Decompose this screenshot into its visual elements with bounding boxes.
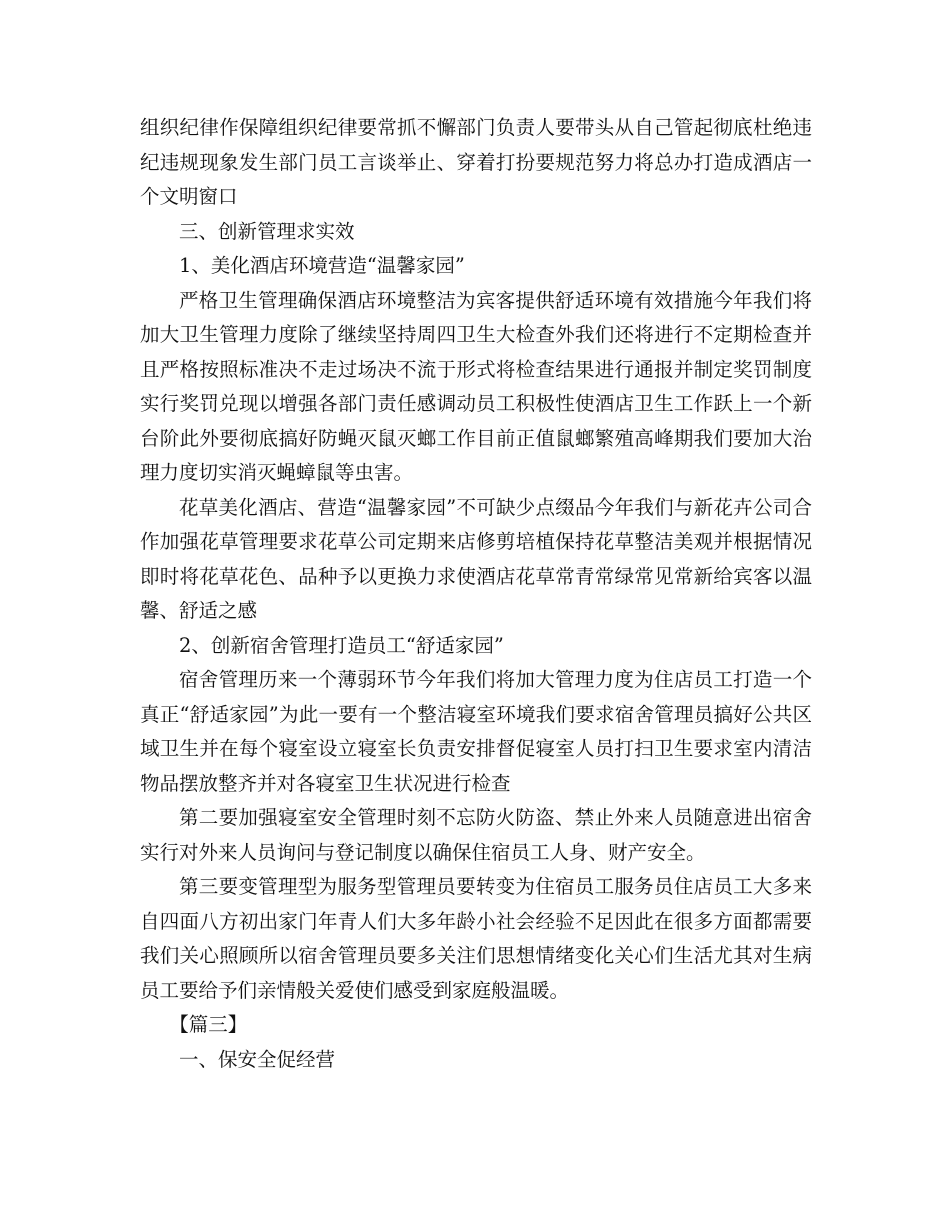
paragraph-hygiene: 严格卫生管理确保酒店环境整洁为宾客提供舒适环境有效措施今年我们将加大卫生管理力度除了继续坚持周四卫生大检查外我们还将进行不定期检查并且严格按照标准决不走过场决不流于形式将检查结果进行通报并制定奖罚制度实行奖罚兑现以增强各部门责任感调动员工积极性使酒店卫生工作跃上一个新台阶此外要彻底搞好防蝇灭鼠灭螂工作目前正值鼠螂繁殖高峰期我们要加大治理力度切实消灭蝇蟑鼠等虫害。 [140, 288, 812, 484]
paragraph-dormitory-management: 宿舍管理历来一个薄弱环节今年我们将加大管理力度为住店员工打造一个真正“舒适家园”为此一要有一个整洁寝室环境我们要求宿舍管理员搞好公共区域卫生并在每个寝室设立寝室长负责安排督促寝室人员打扫卫生要求室内清洁物品摆放整齐并对各寝室卫生状况进行检查 [140, 668, 812, 795]
heading-dormitory: 2、创新宿舍管理打造员工“舒适家园” [179, 633, 504, 657]
paragraph-dormitory-safety: 第二要加强寝室安全管理时刻不忘防火防盗、禁止外来人员随意进出宿舍实行对外来人员询问与登记制度以确保住宿员工人身、财产安全。 [140, 806, 812, 864]
paragraph-flowers: 花草美化酒店、营造“温馨家园”不可缺少点缀品今年我们与新花卉公司合作加强花草管理要求花草公司定期来店修剪培植保持花草整洁美观并根据情况即时将花草花色、品种予以更换力求使酒店花草常青常绿常见常新给宾客以温馨、舒适之感 [140, 495, 812, 622]
heading-innovation: 三、创新管理求实效 [179, 219, 355, 243]
document-body [140, 111, 812, 1077]
section-marker: 【篇三】 [169, 1013, 248, 1036]
paragraph-service-oriented: 第三要变管理型为服务型管理员要转变为住宿员工服务员住店员工大多来自四面八方初出家门年青人们大多年龄小社会经验不足因此在很多方面都需要我们关心照顾所以宿舍管理员要多关注们思想情绪变化关心们生活尤其对生病员工要给予们亲情般关爱使们感受到家庭般温暖。 [140, 875, 812, 1002]
paragraph-discipline: 组织纪律作保障组织纪律要常抓不懈部门负责人要带头从自己管起彻底杜绝违纪违规现象发生部门员工言谈举止、穿着打扮要规范努力将总办打造成酒店一个文明窗口 [140, 116, 812, 208]
heading-safety: 一、保安全促经营 [179, 1047, 336, 1071]
heading-environment: 1、美化酒店环境营造“温馨家园” [179, 254, 465, 277]
